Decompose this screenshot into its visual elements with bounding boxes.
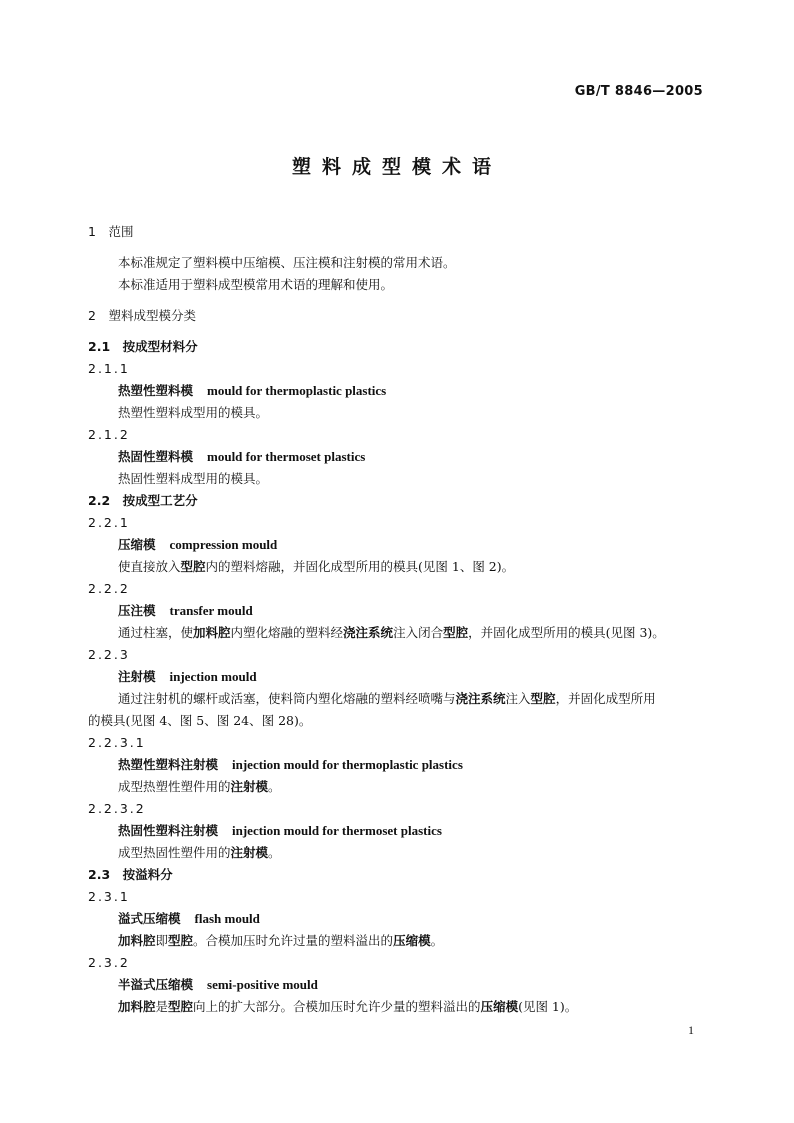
standard-code: GB/T 8846—2005 [574, 84, 703, 99]
scope-paragraph-1: 本标准规定了塑料模中压缩模、压注模和注射模的常用术语。 [118, 255, 456, 270]
term-2-2-3 [88, 666, 708, 688]
term-2-3-2 [88, 974, 708, 996]
section-2-1-heading: 2.1 按成型材料分 [88, 339, 198, 354]
term-2-2-2 [88, 600, 708, 622]
term-zh: 热固性塑料模 [118, 449, 194, 464]
term-zh: 溢式压缩模 [118, 911, 181, 926]
term-2-3-1-number: 2.3.1 [88, 889, 130, 904]
term-zh: 半溢式压缩模 [118, 977, 194, 992]
term-en: injection mould for thermoplastic plastics [232, 757, 463, 772]
term-2-1-1 [88, 380, 708, 402]
term-zh: 热固性塑料注射模 [118, 823, 219, 838]
term-en: mould for thermoset plastics [207, 449, 366, 464]
term-2-2-3-2 [88, 820, 708, 842]
term-zh: 压注模 [118, 603, 156, 618]
term-2-1-1-definition: 热塑性塑料成型用的模具。 [118, 405, 269, 420]
term-2-1-1-number: 2.1.1 [88, 361, 130, 376]
term-2-2-1-number: 2.2.1 [88, 515, 130, 530]
term-2-3-1-definition: 加料腔即型腔。合模加压时允许过量的塑料溢出的压缩模。 [118, 933, 444, 948]
term-2-2-3-1-number: 2.2.3.1 [88, 735, 146, 750]
term-2-2-3-number: 2.2.3 [88, 647, 130, 662]
section-2-3-heading: 2.3 按溢料分 [88, 867, 173, 882]
term-en: compression mould [169, 537, 278, 552]
term-2-1-2 [88, 446, 708, 468]
section-1-heading: 1 范围 [88, 224, 134, 239]
term-2-2-3-definition: 通过注射机的螺杆或活塞，使料筒内塑化熔融的塑料经喷嘴与浇注系统注入型腔，并固化成型所用 [118, 691, 656, 706]
term-2-2-2-number: 2.2.2 [88, 581, 130, 596]
term-en: transfer mould [169, 603, 253, 618]
term-2-3-2-definition: 加料腔是型腔向上的扩大部分。合模加压时允许少量的塑料溢出的压缩模(见图 1)。 [118, 999, 578, 1014]
term-2-2-2-definition: 通过柱塞，使加料腔内塑化熔融的塑料经浇注系统注入闭合型腔，并固化成型所用的模具(见图 3)。 [118, 625, 665, 640]
document-title: 塑料成型模术语 [291, 156, 502, 178]
term-2-2-3-1 [88, 754, 708, 776]
term-2-2-3-2-definition: 成型热固性塑件用的注射模。 [118, 845, 281, 860]
term-2-3-2-number: 2.3.2 [88, 955, 130, 970]
section-2-2-heading: 2.2 按成型工艺分 [88, 493, 198, 508]
term-2-2-1 [88, 534, 708, 556]
term-en: mould for thermoplastic plastics [207, 383, 387, 398]
term-2-2-1-definition: 使直接放入型腔内的塑料熔融，并固化成型所用的模具(见图 1、图 2)。 [118, 559, 515, 574]
section-2-heading: 2 塑料成型模分类 [88, 308, 196, 323]
term-en: injection mould for thermoset plastics [232, 823, 442, 838]
term-zh: 压缩模 [118, 537, 156, 552]
term-zh: 热塑性塑料注射模 [118, 757, 219, 772]
term-zh: 热塑性塑料模 [118, 383, 194, 398]
term-2-2-3-2-number: 2.2.3.2 [88, 801, 146, 816]
page-number: 1 [688, 1023, 694, 1037]
document-body [88, 221, 708, 1018]
scope-paragraph-2: 本标准适用于塑料成型模常用术语的理解和使用。 [118, 277, 394, 292]
term-en: flash mould [194, 911, 260, 926]
term-en: semi-positive mould [207, 977, 318, 992]
term-2-2-3-definition-cont: 的模具(见图 4、图 5、图 24、图 28)。 [88, 713, 312, 728]
term-2-3-1 [88, 908, 708, 930]
term-en: injection mould [169, 669, 257, 684]
term-zh: 注射模 [118, 669, 156, 684]
term-2-1-2-number: 2.1.2 [88, 427, 130, 442]
term-2-2-3-1-definition: 成型热塑性塑件用的注射模。 [118, 779, 281, 794]
term-2-1-2-definition: 热固性塑料成型用的模具。 [118, 471, 269, 486]
